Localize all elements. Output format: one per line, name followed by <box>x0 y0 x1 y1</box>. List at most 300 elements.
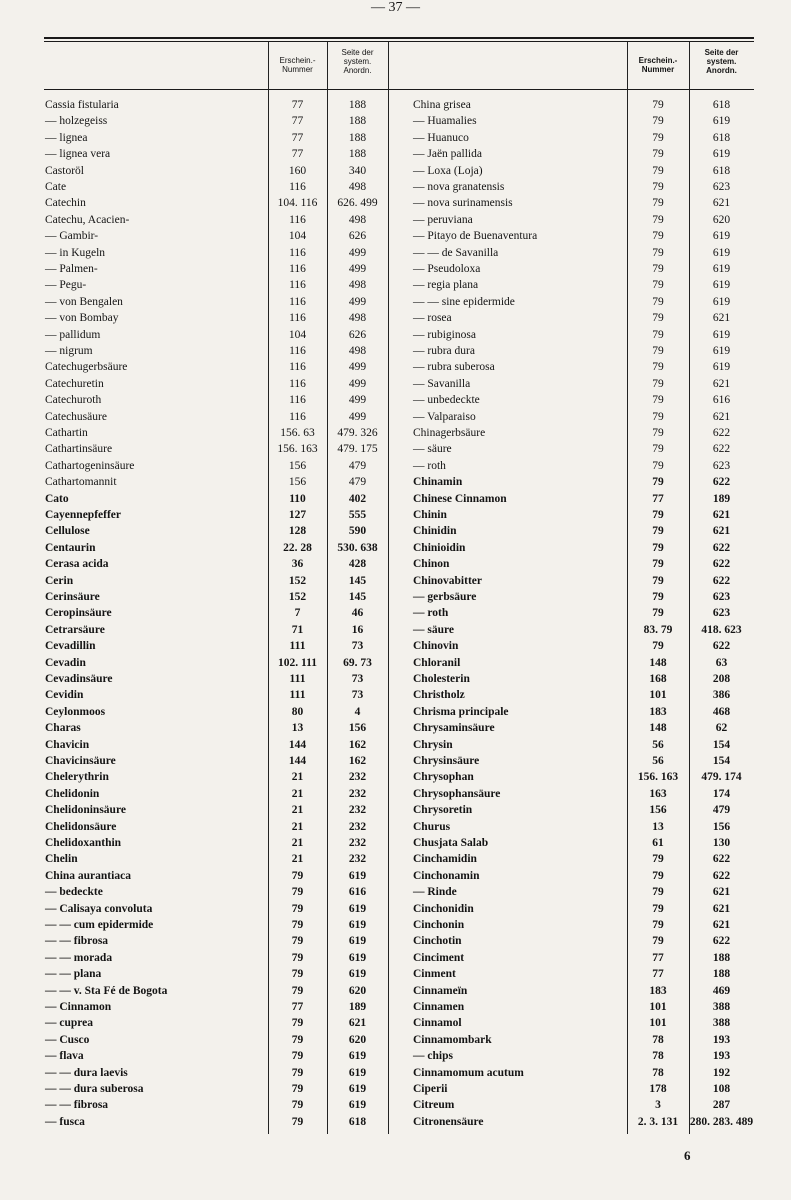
index-row <box>0 245 791 261</box>
entry-number: 61 <box>652 837 664 849</box>
entry-name: Centaurin <box>45 541 96 554</box>
entry-number: 79 <box>652 295 664 308</box>
entry-name: — Calisaya convoluta <box>45 902 153 915</box>
entry-name: — — fibrosa <box>45 1099 109 1112</box>
index-row <box>0 523 791 539</box>
entry-page: 623 <box>712 607 731 620</box>
entry-number: 79 <box>652 509 664 521</box>
entry-number: 13 <box>652 820 664 833</box>
index-row <box>0 868 791 884</box>
entry-number: 183 <box>649 705 667 718</box>
entry-page: 280. 283. 489 <box>689 1115 754 1128</box>
index-row <box>0 1015 791 1031</box>
entry-page: 618 <box>712 164 731 177</box>
entry-number: 79 <box>291 951 304 964</box>
entry-page: 232 <box>348 853 367 866</box>
entry-number: 80 <box>291 705 304 718</box>
entry-page: 623 <box>712 459 731 472</box>
entry-name: — — v. Sta Fé de Bogota <box>45 984 168 997</box>
entry-page: 188 <box>348 148 367 161</box>
entry-number: 101 <box>649 1001 667 1013</box>
entry-name: — holzegeiss <box>45 115 108 128</box>
entry-page: 619 <box>348 919 367 931</box>
entry-number: 79 <box>291 902 304 915</box>
entry-number: 21 <box>291 820 304 833</box>
entry-page: 469 <box>712 984 731 997</box>
entry-page: 174 <box>712 787 731 800</box>
header-left-page: Seite der system. Anordn. <box>341 48 374 75</box>
page-number: — 37 — <box>371 0 420 15</box>
entry-name: — flava <box>45 1050 84 1063</box>
entry-page: 499 <box>348 295 367 308</box>
entry-page: 208 <box>712 673 731 685</box>
entry-number: 56 <box>652 738 664 751</box>
index-row <box>0 179 791 195</box>
entry-page: 620 <box>712 213 731 226</box>
entry-name: Cinnamen <box>413 1001 465 1013</box>
entry-number: 116 <box>289 295 306 308</box>
entry-page: 418. 623 <box>701 623 742 636</box>
entry-number: 79 <box>652 246 664 259</box>
entry-number: 116 <box>289 361 306 374</box>
entry-number: 156 <box>288 459 307 472</box>
entry-name: Catechu, Acacien- <box>45 213 130 226</box>
entry-number: 79 <box>652 312 664 325</box>
entry-number: 56 <box>652 755 664 767</box>
entry-name: Cerinsäure <box>45 591 100 603</box>
entry-page: 621 <box>712 902 731 915</box>
entry-number: 21 <box>291 853 304 866</box>
entry-number: 79 <box>652 443 664 456</box>
entry-number: 79 <box>291 919 304 931</box>
entry-number: 79 <box>291 1083 304 1095</box>
entry-name: Cato <box>45 492 69 505</box>
entry-number: 116 <box>289 377 306 390</box>
entry-page: 619 <box>712 345 731 357</box>
index-row <box>0 310 791 326</box>
entry-number: 156. 163 <box>637 771 679 784</box>
entry-name: Ceylonmoos <box>45 705 106 718</box>
index-row <box>0 130 791 146</box>
index-row <box>0 605 791 621</box>
entry-number: 79 <box>291 1033 304 1046</box>
entry-name: Citronensäure <box>413 1115 484 1128</box>
entry-number: 79 <box>652 902 664 915</box>
entry-number: 156 <box>649 804 667 817</box>
entry-page: 619 <box>348 1083 367 1095</box>
entry-page: 621 <box>712 197 731 210</box>
signature-mark: 6 <box>684 1148 691 1163</box>
entry-page: 622 <box>712 869 731 882</box>
entry-number: 79 <box>652 935 664 948</box>
entry-name: — cuprea <box>45 1017 94 1030</box>
entry-name: — — fibrosa <box>45 935 109 948</box>
entry-name: Chloranil <box>413 656 461 669</box>
index-row <box>0 458 791 474</box>
entry-name: Cinnamol <box>413 1017 462 1030</box>
entry-page: 498 <box>348 279 367 292</box>
entry-number: 79 <box>291 886 304 899</box>
index-row <box>0 97 791 113</box>
entry-name: Chinovin <box>413 640 459 653</box>
entry-page: 287 <box>712 1099 731 1112</box>
entry-number: 79 <box>652 164 664 177</box>
entry-name: Chrysin <box>413 738 453 751</box>
entry-name: Charas <box>45 722 81 735</box>
entry-name: — bedeckte <box>45 886 103 899</box>
entry-number: 21 <box>291 837 304 849</box>
entry-page: 619 <box>712 295 731 308</box>
entry-number: 79 <box>291 1050 304 1063</box>
entry-name: Cathartinsäure <box>45 443 113 456</box>
entry-page: 620 <box>348 984 367 997</box>
entry-number: 144 <box>288 738 307 751</box>
entry-number: 79 <box>652 459 664 472</box>
entry-name: Chinin <box>413 509 447 521</box>
entry-number: 178 <box>649 1083 667 1095</box>
entry-page: 622 <box>712 574 731 587</box>
entry-name: — — de Savanilla <box>413 246 499 259</box>
entry-page: 622 <box>712 558 731 571</box>
entry-number: 2. 3. 131 <box>637 1115 679 1128</box>
index-row <box>0 786 791 802</box>
entry-name: Cinchotin <box>413 935 462 948</box>
entry-name: — lignea <box>45 131 88 144</box>
entry-page: 621 <box>348 1017 367 1030</box>
entry-number: 83. 79 <box>643 623 673 636</box>
entry-number: 79 <box>652 377 664 390</box>
entry-number: 79 <box>652 410 664 423</box>
entry-number: 79 <box>652 394 664 407</box>
entry-page: 619 <box>348 1099 367 1112</box>
entry-number: 79 <box>652 853 664 866</box>
entry-page: 622 <box>712 935 731 948</box>
entry-number: 116 <box>289 263 306 275</box>
entry-page: 619 <box>348 902 367 915</box>
entry-page: 63 <box>715 656 728 669</box>
entry-name: Chrysoretin <box>413 804 473 817</box>
entry-name: Chrysaminsäure <box>413 722 495 735</box>
entry-name: Cayennepfeffer <box>45 509 122 521</box>
entry-number: 102. 111 <box>278 656 317 669</box>
entry-number: 79 <box>652 181 664 193</box>
entry-number: 79 <box>652 115 664 128</box>
entry-page: 108 <box>712 1083 731 1095</box>
entry-number: 71 <box>291 623 304 636</box>
entry-number: 116 <box>289 181 306 193</box>
entry-name: — Jaën pallida <box>413 148 482 161</box>
entry-name: — rubra dura <box>413 345 475 357</box>
entry-page: 590 <box>348 525 367 538</box>
entry-number: 79 <box>291 984 304 997</box>
entry-number: 116 <box>289 394 306 407</box>
entry-page: 616 <box>712 394 731 407</box>
entry-number: 77 <box>291 148 304 161</box>
header-left-number: Erschein.- Nummer <box>279 56 316 74</box>
entry-number: 163 <box>649 787 667 800</box>
entry-name: Cholesterin <box>413 673 470 685</box>
entry-name: — lignea vera <box>45 148 111 161</box>
entry-number: 127 <box>288 509 307 521</box>
entry-name: Ceropinsäure <box>45 607 112 620</box>
entry-page: 498 <box>348 345 367 357</box>
entry-number: 13 <box>291 722 304 735</box>
entry-name: Chelidonin <box>45 787 100 800</box>
entry-name: — Pegu- <box>45 279 87 292</box>
entry-name: Cinchonidin <box>413 902 474 915</box>
index-row <box>0 589 791 605</box>
entry-page: 618 <box>712 131 731 144</box>
index-row <box>0 113 791 129</box>
entry-name: — regia plana <box>413 279 479 292</box>
entry-name: Cathartomannit <box>45 476 117 489</box>
entry-page: 499 <box>348 246 367 259</box>
entry-name: — Huamalies <box>413 115 477 128</box>
index-row <box>0 704 791 720</box>
index-row <box>0 687 791 703</box>
entry-number: 79 <box>291 968 304 981</box>
entry-page: 232 <box>348 771 367 784</box>
entry-name: — säure <box>413 443 452 456</box>
entry-number: 104. 116 <box>277 197 318 210</box>
entry-number: 116 <box>289 410 306 423</box>
entry-name: Citreum <box>413 1099 455 1112</box>
entry-number: 79 <box>652 574 664 587</box>
index-row <box>0 474 791 490</box>
index-row <box>0 491 791 507</box>
entry-name: Chinioidin <box>413 541 466 554</box>
entry-page: 428 <box>348 558 367 571</box>
index-row <box>0 901 791 917</box>
entry-number: 77 <box>291 99 304 111</box>
entry-name: Cinchamidin <box>413 853 477 866</box>
top-rule-thin <box>44 41 754 42</box>
index-row <box>0 212 791 228</box>
entry-page: 621 <box>712 312 731 325</box>
entry-page: 498 <box>348 181 367 193</box>
entry-number: 116 <box>289 246 306 259</box>
header-right-page: Seite der system. Anordn. <box>704 48 739 75</box>
entry-name: Cathartin <box>45 427 88 439</box>
entry-name: — — morada <box>45 951 113 964</box>
entry-number: 79 <box>652 541 664 554</box>
entry-name: — von Bombay <box>45 312 119 325</box>
index-row <box>0 737 791 753</box>
index-row <box>0 343 791 359</box>
index-row <box>0 1048 791 1064</box>
entry-number: 77 <box>652 951 664 964</box>
entry-page: 619 <box>348 951 367 964</box>
entry-number: 79 <box>652 148 664 161</box>
entry-page: 232 <box>348 837 367 849</box>
index-row <box>0 376 791 392</box>
entry-page: 388 <box>712 1017 731 1030</box>
entry-number: 116 <box>289 279 306 292</box>
entry-number: 79 <box>291 1017 304 1030</box>
entry-number: 77 <box>291 115 304 128</box>
entry-name: — rosea <box>413 312 452 325</box>
entry-number: 79 <box>291 869 304 882</box>
entry-name: Chinagerbsäure <box>413 427 486 439</box>
entry-number: 22. 28 <box>283 541 312 554</box>
entry-page: 619 <box>348 968 367 981</box>
index-row <box>0 392 791 408</box>
entry-page: 622 <box>712 443 731 456</box>
entry-number: 79 <box>652 213 664 226</box>
entry-page: 479 <box>348 459 367 472</box>
entry-name: Cerin <box>45 574 74 587</box>
entry-name: Christholz <box>413 689 465 702</box>
entry-name: Ciperii <box>413 1083 448 1095</box>
entry-page: 189 <box>348 1001 367 1013</box>
entry-page: 619 <box>712 361 731 374</box>
entry-name: Chelidoxanthin <box>45 837 122 849</box>
entry-number: 148 <box>649 722 667 735</box>
entry-name: — roth <box>413 607 449 620</box>
entry-number: 79 <box>652 263 664 275</box>
entry-name: Cinciment <box>413 951 465 964</box>
entry-number: 111 <box>289 640 306 653</box>
entry-name: — nigrum <box>45 345 93 357</box>
entry-page: 623 <box>712 181 731 193</box>
entry-name: — fusca <box>45 1115 85 1128</box>
entry-number: 144 <box>288 755 307 767</box>
entry-name: — roth <box>413 459 446 472</box>
entry-number: 78 <box>652 1033 664 1046</box>
entry-page: 73 <box>351 689 364 702</box>
index-row <box>0 950 791 966</box>
index-row <box>0 409 791 425</box>
entry-name: — Rinde <box>413 886 457 899</box>
index-row <box>0 917 791 933</box>
entry-page: 622 <box>712 640 731 653</box>
entry-name: Chinamin <box>413 476 463 489</box>
entry-number: 128 <box>288 525 307 538</box>
entry-number: 156. 163 <box>277 443 318 456</box>
entry-name: Cevadillin <box>45 640 96 653</box>
index-row <box>0 540 791 556</box>
index-row <box>0 835 791 851</box>
entry-name: — unbedeckte <box>413 394 480 407</box>
entry-page: 193 <box>712 1033 731 1046</box>
index-row <box>0 294 791 310</box>
entry-name: Catechugerbsäure <box>45 361 128 374</box>
entry-number: 79 <box>652 328 664 341</box>
entry-name: — nova surinamensis <box>413 197 513 210</box>
index-row <box>0 277 791 293</box>
entry-page: 622 <box>712 541 731 554</box>
entry-page: 232 <box>348 787 367 800</box>
entry-page: 232 <box>348 820 367 833</box>
entry-number: 79 <box>291 935 304 948</box>
entry-name: Chavicin <box>45 738 90 751</box>
entry-page: 620 <box>348 1033 367 1046</box>
entry-page: 626 <box>348 230 367 243</box>
entry-number: 110 <box>289 492 306 505</box>
entry-number: 79 <box>652 279 664 292</box>
entry-page: 622 <box>712 427 731 439</box>
entry-page: 498 <box>348 312 367 325</box>
entry-number: 148 <box>649 656 667 669</box>
entry-number: 79 <box>652 99 664 111</box>
entry-name: — Loxa (Loja) <box>413 164 483 177</box>
entry-page: 386 <box>712 689 731 702</box>
entry-name: Cinnamombark <box>413 1033 492 1046</box>
index-row <box>0 966 791 982</box>
entry-number: 36 <box>291 558 304 571</box>
entry-name: — Pitayo de Buenaventura <box>413 230 538 243</box>
entry-name: Cevadin <box>45 656 86 669</box>
entry-page: 479 <box>712 804 731 817</box>
index-row <box>0 163 791 179</box>
index-row <box>0 638 791 654</box>
index-row <box>0 507 791 523</box>
entry-number: 79 <box>652 230 664 243</box>
entry-number: 160 <box>288 164 307 177</box>
entry-number: 3 <box>655 1099 661 1112</box>
entry-name: Chinidin <box>413 525 457 538</box>
entry-name: — peruviana <box>413 213 473 226</box>
entry-number: 79 <box>652 131 664 144</box>
entry-number: 79 <box>652 607 664 620</box>
entry-number: 116 <box>289 345 306 357</box>
entry-name: — Huanuco <box>413 131 469 144</box>
index-row <box>0 769 791 785</box>
entry-name: — von Bengalen <box>45 295 123 308</box>
entry-name: — — dura suberosa <box>45 1083 144 1095</box>
entry-number: 156 <box>288 476 307 489</box>
entry-page: 619 <box>712 115 731 128</box>
entry-name: Chrysophan <box>413 771 474 784</box>
entry-number: 7 <box>294 607 301 620</box>
entry-number: 79 <box>652 919 664 931</box>
entry-page: 499 <box>348 263 367 275</box>
entry-number: 79 <box>652 591 664 603</box>
entry-page: 340 <box>348 164 367 177</box>
entry-page: 626 <box>348 328 367 341</box>
header-rule <box>44 89 754 90</box>
entry-page: 499 <box>348 361 367 374</box>
entry-name: Churus <box>413 820 451 833</box>
entry-name: — pallidum <box>45 328 101 341</box>
entry-name: China grisea <box>413 99 471 111</box>
entry-name: — Pseudoloxa <box>413 263 481 275</box>
entry-name: — Gambir- <box>45 230 99 243</box>
entry-page: 619 <box>348 935 367 948</box>
entry-name: — — plana <box>45 968 102 981</box>
entry-page: 622 <box>712 476 731 489</box>
entry-name: Chelidoninsäure <box>45 804 126 817</box>
entry-page: 188 <box>348 131 367 144</box>
entry-name: China aurantiaca <box>45 869 131 882</box>
index-row <box>0 1081 791 1097</box>
index-row <box>0 261 791 277</box>
entry-name: Chrysinsäure <box>413 755 480 767</box>
entry-page: 619 <box>712 263 731 275</box>
entry-number: 168 <box>649 673 667 685</box>
entry-page: 499 <box>348 410 367 423</box>
entry-name: Chrysophansäure <box>413 787 501 800</box>
index-row <box>0 1065 791 1081</box>
entry-page: 468 <box>712 705 731 718</box>
entry-number: 78 <box>652 1050 664 1063</box>
entry-page: 555 <box>348 509 367 521</box>
entry-page: 16 <box>351 623 364 636</box>
entry-name: Chinovabitter <box>413 574 482 587</box>
entry-name: Catechuroth <box>45 394 102 407</box>
entry-number: 79 <box>652 525 664 538</box>
entry-number: 77 <box>652 968 664 981</box>
